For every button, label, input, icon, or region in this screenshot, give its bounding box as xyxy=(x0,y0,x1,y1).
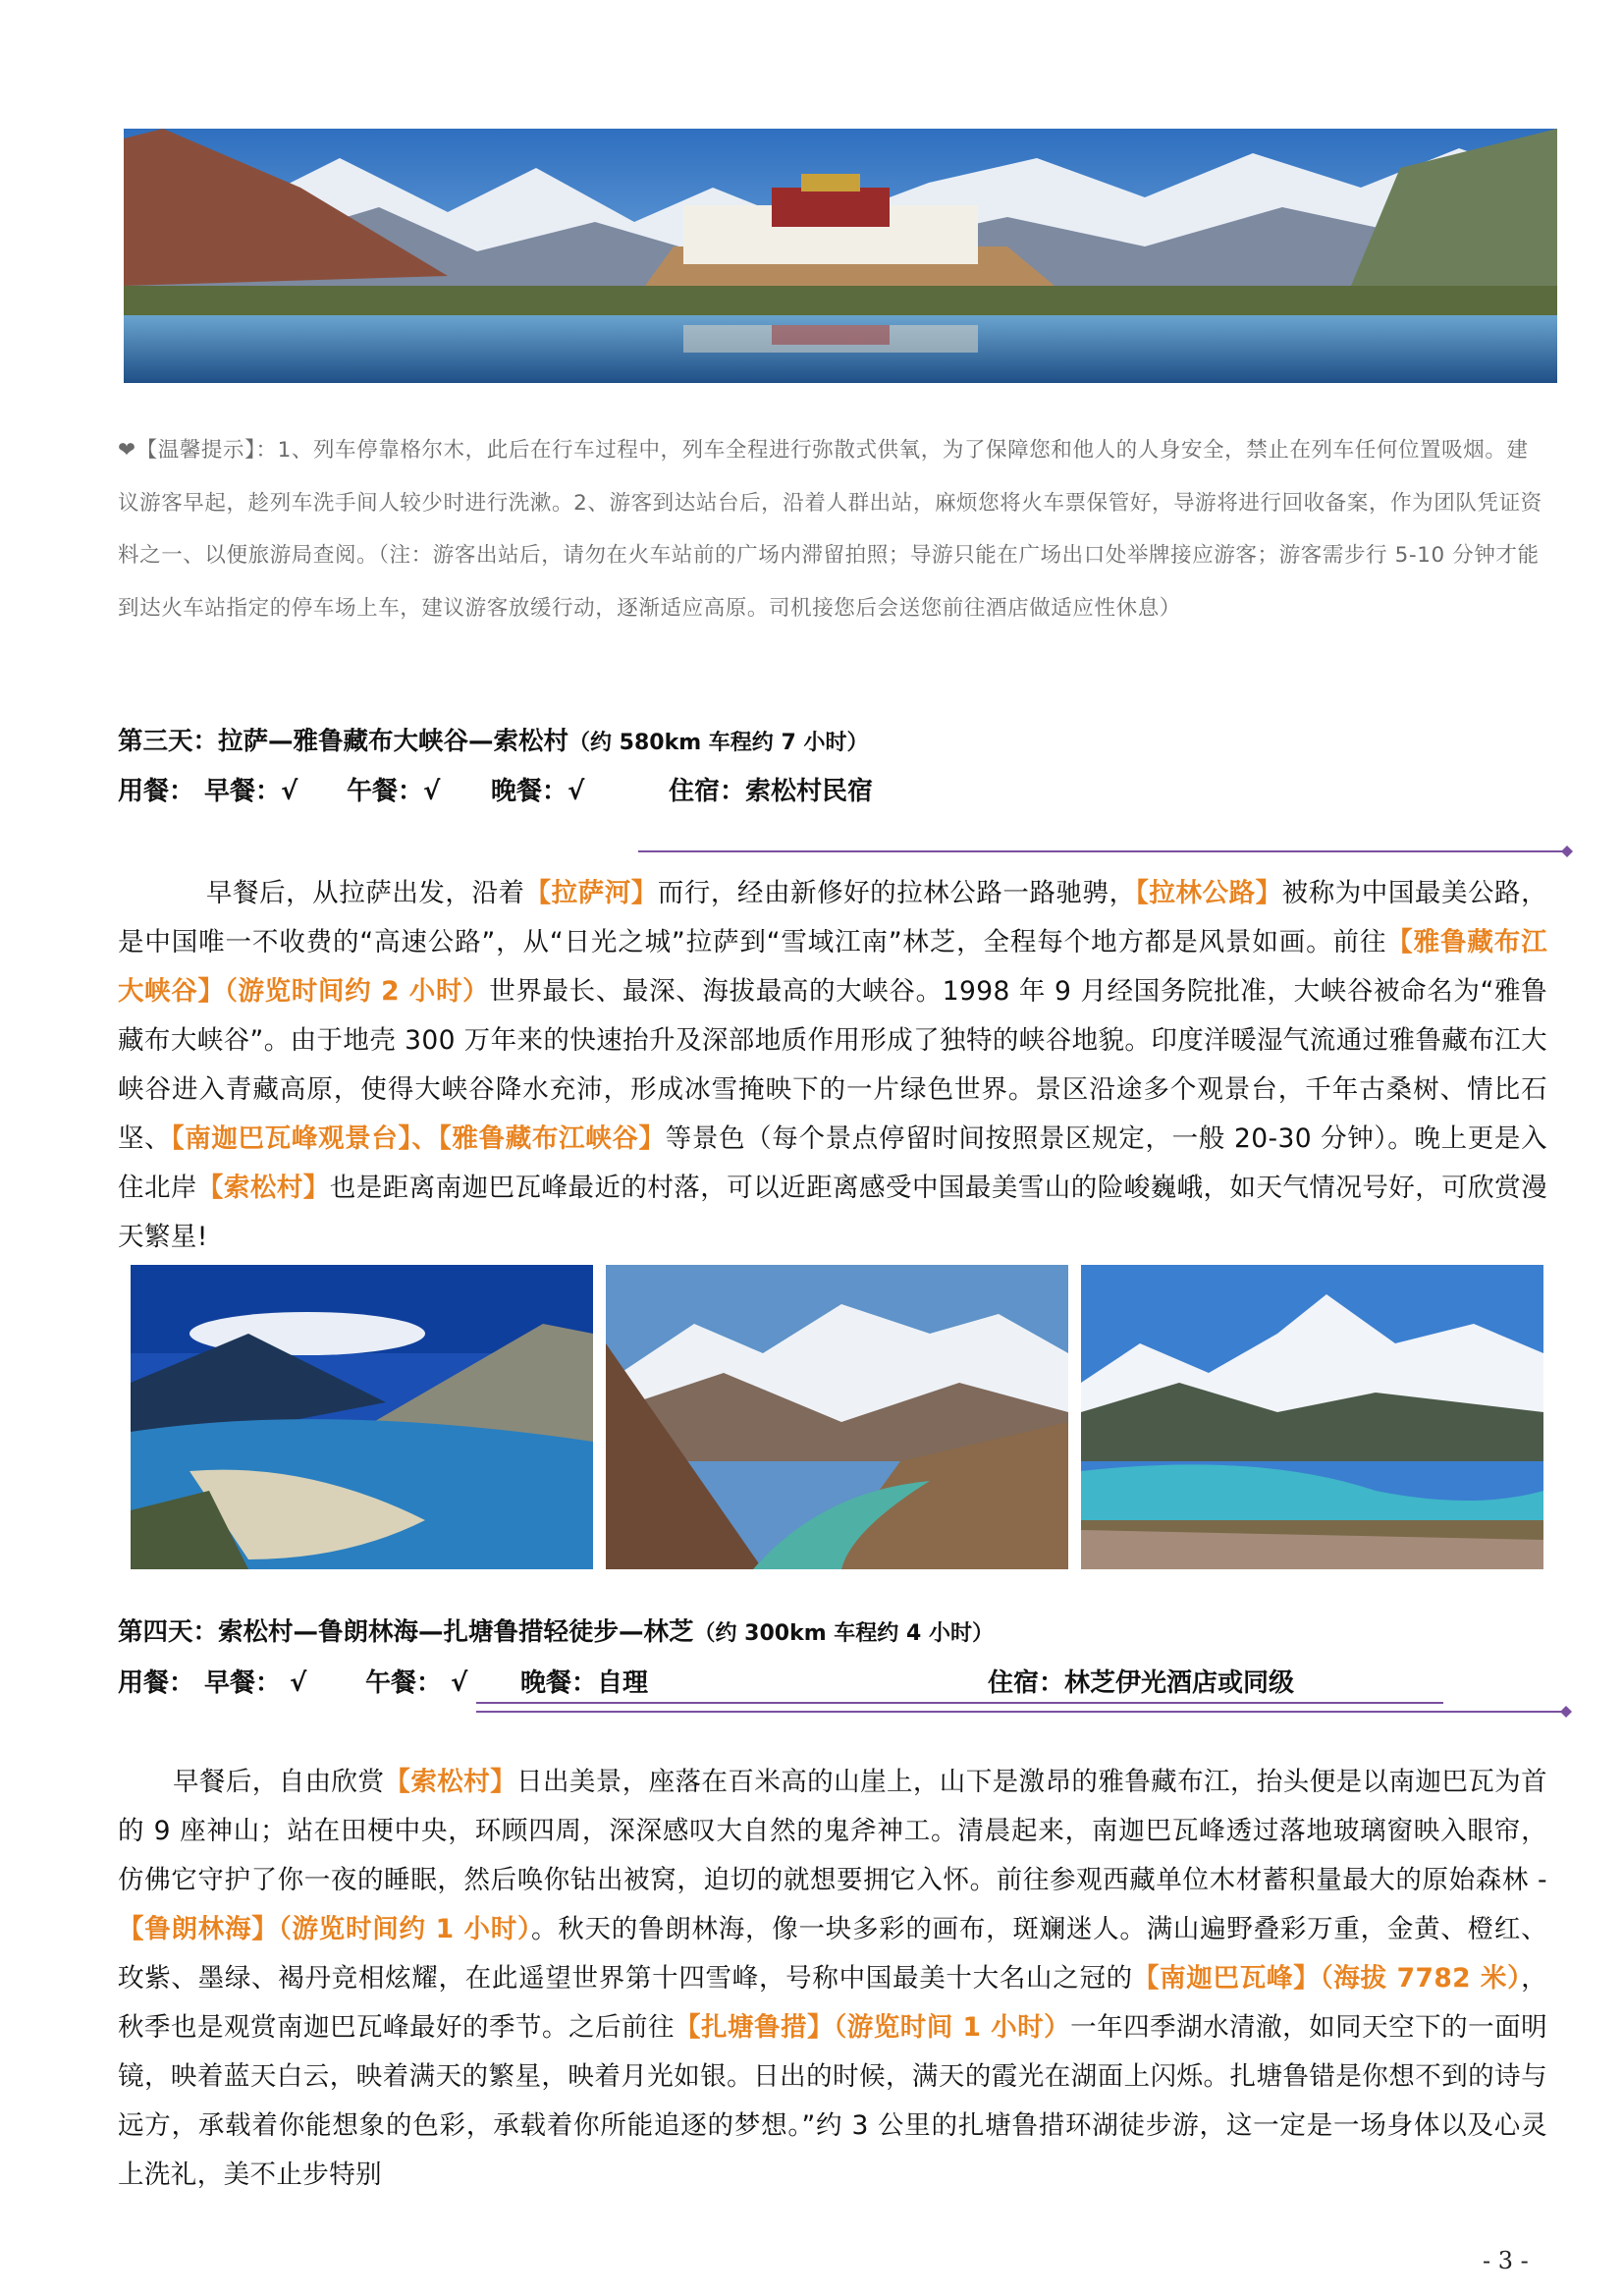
day4-body xyxy=(118,1758,1547,2200)
highlight-zhatang-lutso: 【扎塘鲁措】（游览时间 1 小时） xyxy=(675,2012,1071,2043)
highlight-lulang-forest: 【鲁朗林海】（游览时间约 1 小时） xyxy=(118,1914,531,1944)
day3-title xyxy=(118,722,868,757)
highlight-suosong-village: 【索松村】 xyxy=(196,1173,330,1203)
snow-peak-river-photo xyxy=(1081,1265,1543,1569)
body-text: 也是距离南迦巴瓦峰最近的村落，可以近距离感受中国最美雪山的险峻巍峨，如天气情况号好，可欣赏漫天繁星! xyxy=(118,1173,1548,1252)
highlight-namcha-barwa: 【南迦巴瓦峰】（海拔 7782 米） xyxy=(1132,1963,1522,1994)
canyon-mountain-photo xyxy=(606,1265,1068,1569)
highlight-viewpoints: 【南迦巴瓦峰观景台】、【雅鲁藏布江峡谷】 xyxy=(171,1123,666,1154)
day4-lodging: 住宿：林芝伊光酒店或同级 xyxy=(988,1668,1295,1698)
potala-palace-photo xyxy=(124,129,1557,383)
day4-divider xyxy=(476,1699,1581,1719)
body-text: 早餐后，从拉萨出发，沿着 xyxy=(206,878,525,908)
day3-lunch: 午餐：√ xyxy=(347,777,441,806)
body-text: 日出美景，座落在百米高的山崖上，山下是激昂的雅鲁藏布江，抬头便是以南迦巴瓦为首的 9 座神山；站在田梗中央，环顾四周，深深感叹大自然的鬼斧神工。清晨起来，南迦巴瓦峰透过落地玻璃窗映入眼帘，仿佛它守护了你一夜的睡眠，然后唤你钻出被窝，迫切的就想要拥它入怀。前往参观西藏单位木材蓄积量最大的原始森林 - xyxy=(118,1767,1547,1895)
scenery-photo-row xyxy=(131,1265,1544,1569)
warm-tips-note xyxy=(118,424,1543,634)
body-text: 而行，经由新修好的拉林公路一路驰骋， xyxy=(657,878,1136,908)
highlight-lalin-road: 【拉林公路】 xyxy=(1135,878,1282,908)
meals-label: 用餐： xyxy=(118,1668,195,1698)
body-text: 一年四季湖水清澈，如同天空下的一面明镜，映着蓝天白云，映着满天的繁星，映着月光如银。日出的时候，满天的霞光在湖面上闪烁。扎塘鲁错是你想不到的诗与远方，承载着你能想象的色彩，承载着你所能追逐的梦想。”约 3 公里的扎塘鲁措环湖徒步游，这一定是一场身体以及心灵上洗礼，美不止步特别 xyxy=(118,2012,1547,2190)
river-valley-photo xyxy=(131,1265,593,1569)
body-text: ，秋季也是观赏南迦巴瓦峰最好的季节。之后前往 xyxy=(118,1963,1548,2043)
highlight-lhasa-river: 【拉萨河】 xyxy=(524,878,658,908)
day4-lunch: 午餐： √ xyxy=(365,1668,468,1698)
warm-tips-text: 【温馨提示】：1、列车停靠格尔木，此后在行车过程中，列车全程进行弥散式供氧，为了保障您和他人的人身安全，禁止在列车任何位置吸烟。建议游客早起，趁列车洗手间人较少时进行洗漱。2、游客到达站台后，沿着人群出站，麻烦您将火车票保管好，导游将进行回收备案，作为团队凭证资料之一、以便旅游局查阅。（注：游客出站后，请勿在火车站前的广场内滞留拍照；导游只能在广场出口处举牌接应游客；游客需步行 5-10 分钟才能到达火车站指定的停车场上车，建议游客放缓行动，逐渐适应高原。司机接您后会送您前往酒店做适应性休息） xyxy=(118,438,1542,621)
heart-icon: ❤ xyxy=(118,438,136,463)
day3-divider xyxy=(638,842,1581,861)
body-text: 等景色（每个景点停留时间按照景区规定，一般 20-30 分钟）。晚上更是入住北岸 xyxy=(118,1123,1547,1203)
day3-dinner: 晚餐：√ xyxy=(491,777,585,806)
day3-drive-note: （约 580km 车程约 7 小时） xyxy=(568,731,869,755)
body-text: 被称为中国最美公路，是中国唯一不收费的“高速公路”，从“日光之城”拉萨到“雪域江南”林芝，全程每个地方都是风景如画。前往 xyxy=(118,878,1547,957)
body-text: 世界最长、最深、海拔最高的大峡谷。1998 年 9 月经国务院批准，大峡谷被命名为“雅鲁藏布大峡谷”。由于地壳 300 万年来的快速抬升及深部地质作用形成了独特的峡谷地貌。印度洋暖湿气流通过雅鲁藏布江大峡谷进入青藏高原，使得大峡谷降水充沛，形成冰雪掩映下的一片绿色世界。景区沿途多个观景台，千年古桑树、情比石坚、 xyxy=(118,976,1547,1154)
day4-dinner: 晚餐：自理 xyxy=(520,1668,649,1698)
day4-drive-note: （约 300km 车程约 4 小时） xyxy=(693,1621,994,1646)
day4-title xyxy=(118,1613,994,1648)
day3-breakfast: 早餐：√ xyxy=(204,777,298,806)
day3-body xyxy=(118,869,1547,1262)
page-number: - 3 - xyxy=(1483,2247,1529,2274)
day4-route: 第四天：索松村—鲁朗林海—扎塘鲁措轻徒步—林芝 xyxy=(118,1617,694,1647)
body-text: 。秋天的鲁朗林海，像一块多彩的画布，斑斓迷人。满山遍野叠彩万重，金黄、橙红、玫紫、墨绿、褐丹竞相炫耀，在此遥望世界第十四雪峰，号称中国最美十大名山之冠的 xyxy=(118,1914,1547,1994)
highlight-grand-canyon: 【雅鲁藏布江大峡谷】（游览时间约 2 小时） xyxy=(118,927,1548,1007)
meals-label: 用餐： xyxy=(118,777,195,806)
day3-lodging: 住宿：索松村民宿 xyxy=(669,777,874,806)
day4-breakfast: 早餐： √ xyxy=(204,1668,307,1698)
body-text: 早餐后，自由欣赏 xyxy=(173,1767,385,1797)
day3-route: 第三天：拉萨—雅鲁藏布大峡谷—索松村 xyxy=(118,727,569,756)
highlight-suosong-village: 【索松村】 xyxy=(384,1767,517,1797)
